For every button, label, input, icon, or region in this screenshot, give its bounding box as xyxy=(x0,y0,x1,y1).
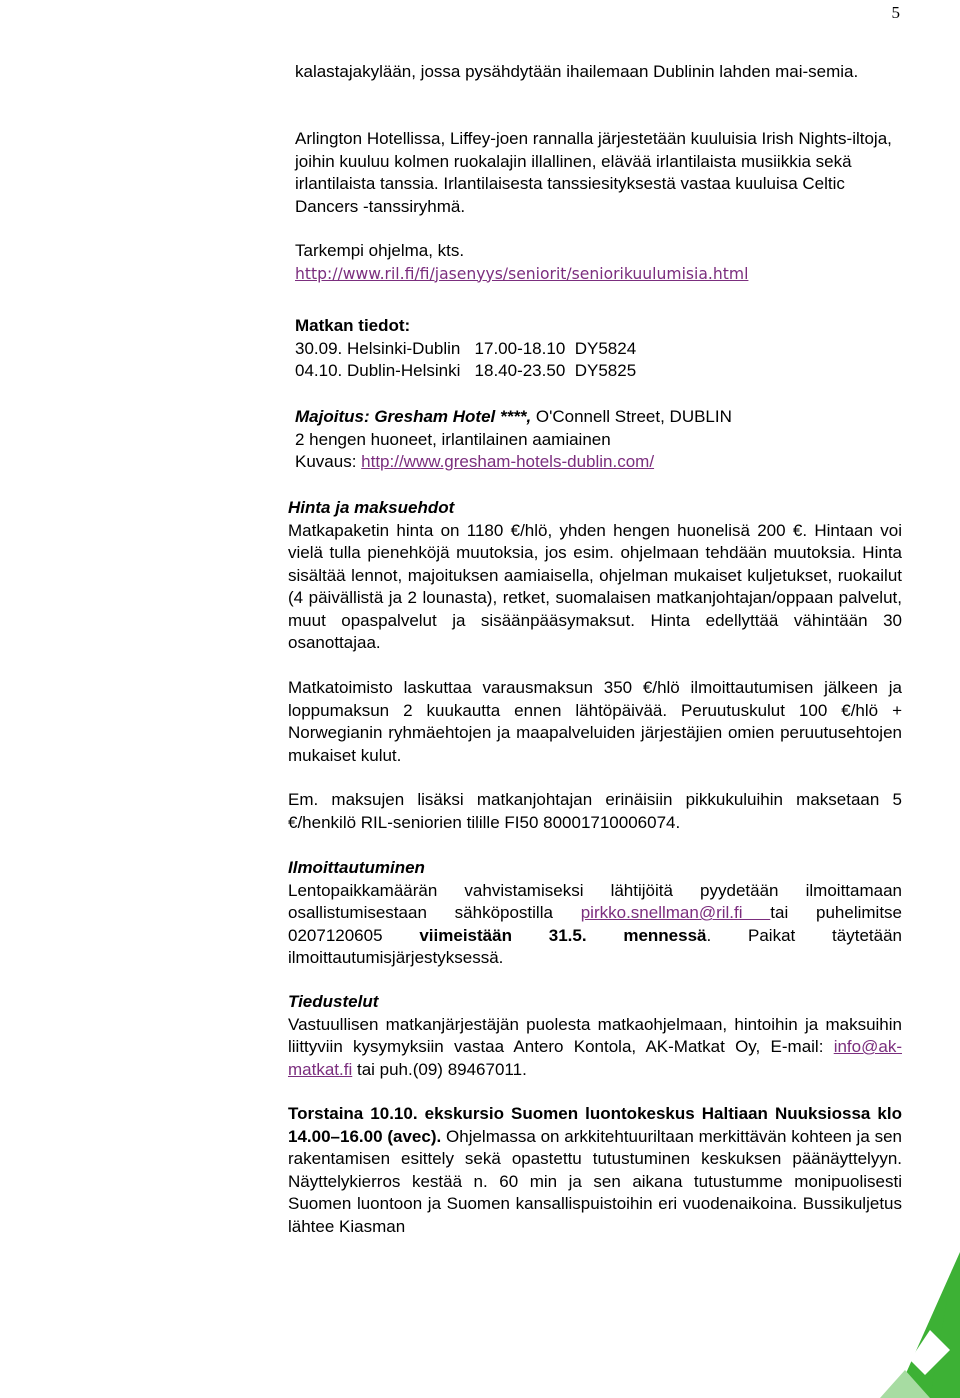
intro-paragraph-2: Arlington Hotellissa, Liffey-joen rannalla järjestetään kuuluisia Irish Nights-iltoja, joihin kuuluu kolmen ruokalajin illallinen, elävää irlantilaista musiikkia sekä irlantilaista tanssia. Irlantilaisesta tanssiesityksestä vastaa kuuluisa Celtic Dancers -tanssiryhmä. xyxy=(295,129,892,216)
registration-deadline: viimeistään 31.5. mennessä xyxy=(419,925,707,945)
flight-return: 04.10. Dublin-Helsinki 18.40-23.50 DY5825 xyxy=(295,361,637,380)
price-paragraph-3: Em. maksujen lisäksi matkanjohtajan erinäisiin pikkukuluihin maksetaan 5 €/henkilö RIL-seniorien tilille FI50 80001710006074. xyxy=(288,790,902,832)
room-info: 2 hengen huoneet, irlantilainen aamiainen xyxy=(295,429,611,449)
flight-outbound: 30.09. Helsinki-Dublin 17.00-18.10 DY5824 xyxy=(295,338,637,358)
inquiries-email-link[interactable]: info@ak-matkat.fi xyxy=(288,1037,902,1079)
price-heading: Hinta ja maksuehdot xyxy=(288,498,455,517)
hotel-link[interactable]: http://www.gresham-hotels-dublin.com/ xyxy=(361,452,655,471)
registration-text-c: . Paikat täytetään ilmoittautumisjärjestyksessä. xyxy=(288,925,902,967)
page-number: 5 xyxy=(891,3,900,22)
program-link[interactable]: http://www.ril.fi/fi/jasenyys/seniorit/seniorikuulumisia.html xyxy=(295,264,749,283)
registration-text-b: tai puhelimitse 0207120605 xyxy=(288,903,903,945)
lodging-label: Majoitus: Gresham Hotel ****, xyxy=(295,407,532,426)
photos-label: Kuvaus: xyxy=(295,452,362,471)
excursion-lead: Torstaina 10.10. ekskursio Suomen luontokeskus Haltiaan Nuuksiossa klo 14.00–16.00 (avec). xyxy=(288,1104,902,1146)
intro-paragraph-1: kalastajakylään, jossa pysähdytään ihailemaan Dublinin lahden mai-semia. xyxy=(295,62,859,81)
registration-email-link[interactable]: pirkko.snellman@ril.fi xyxy=(580,903,771,922)
registration-heading: Ilmoittautuminen xyxy=(288,858,425,877)
inquiries-text-a: Vastuullisen matkanjärjestäjän puolesta matkaohjelmaan, hintoihin ja maksuihin liittyviin kysymyksiin vastaa Antero Kontola, AK-Matkat Oy, E-mail: xyxy=(288,1014,902,1056)
inquiries-heading: Tiedustelut xyxy=(288,992,379,1011)
price-paragraph-2: Matkatoimisto laskuttaa varausmaksun 350 €/hlö ilmoittautumisen jälkeen ja loppumaksun 2 kuukautta ennen lähtöpäivää. Peruutuskulut 100 €/hlö + Norwegianin ryhmäehtojen ja maapalveluiden järjestäjien omien peruutusehtojen mukaiset kulut. xyxy=(288,678,902,765)
excursion-body: Ohjelmassa on arkkitehtuuriltaan merkittävän kohteen ja sen rakentamisen esittely sekä opastettu tutustuminen keskuksen päänäyttelyyn. Näyttelykierros kestää n. 60 min ja sen aikana tutustumme monipuolisesti Suomen luontoon ja Suomen kansallispuistoihin eri vuodenaikoina. Bussikuljetus lähtee Kiasman xyxy=(288,1126,903,1236)
lodging-address: O'Connell Street, DUBLIN xyxy=(531,407,732,426)
trip-heading: Matkan tiedot: xyxy=(295,316,411,335)
registration-text-a: Lentopaikkamäärän vahvistamiseksi lähtijöitä pyydetään ilmoittamaan osallistumisestaan sähköpostilla xyxy=(288,880,902,922)
price-paragraph-1: Matkapaketin hinta on 1180 €/hlö, yhden hengen huonelisä 200 €. Hintaan voi vielä tulla pienehköjä muutoksia, jos esim. ohjelmaan tehdään muutoksia. Hinta sisältää lennot, majoituksen aamiaisella, ohjelman mukaiset kuljetukset, ruokailut (4 päivällistä ja 2 lounasta), retket, suomalaisen matkanjohtajan/oppaan palvelut, muut opaspalvelut ja sisäänpääsymaksut. Hinta edellyttää vähintään 30 osanottajaa. xyxy=(288,520,902,652)
more-info-label: Tarkempi ohjelma, kts. xyxy=(295,241,465,260)
inquiries-text-b: tai puh.(09) 89467011. xyxy=(352,1059,527,1079)
